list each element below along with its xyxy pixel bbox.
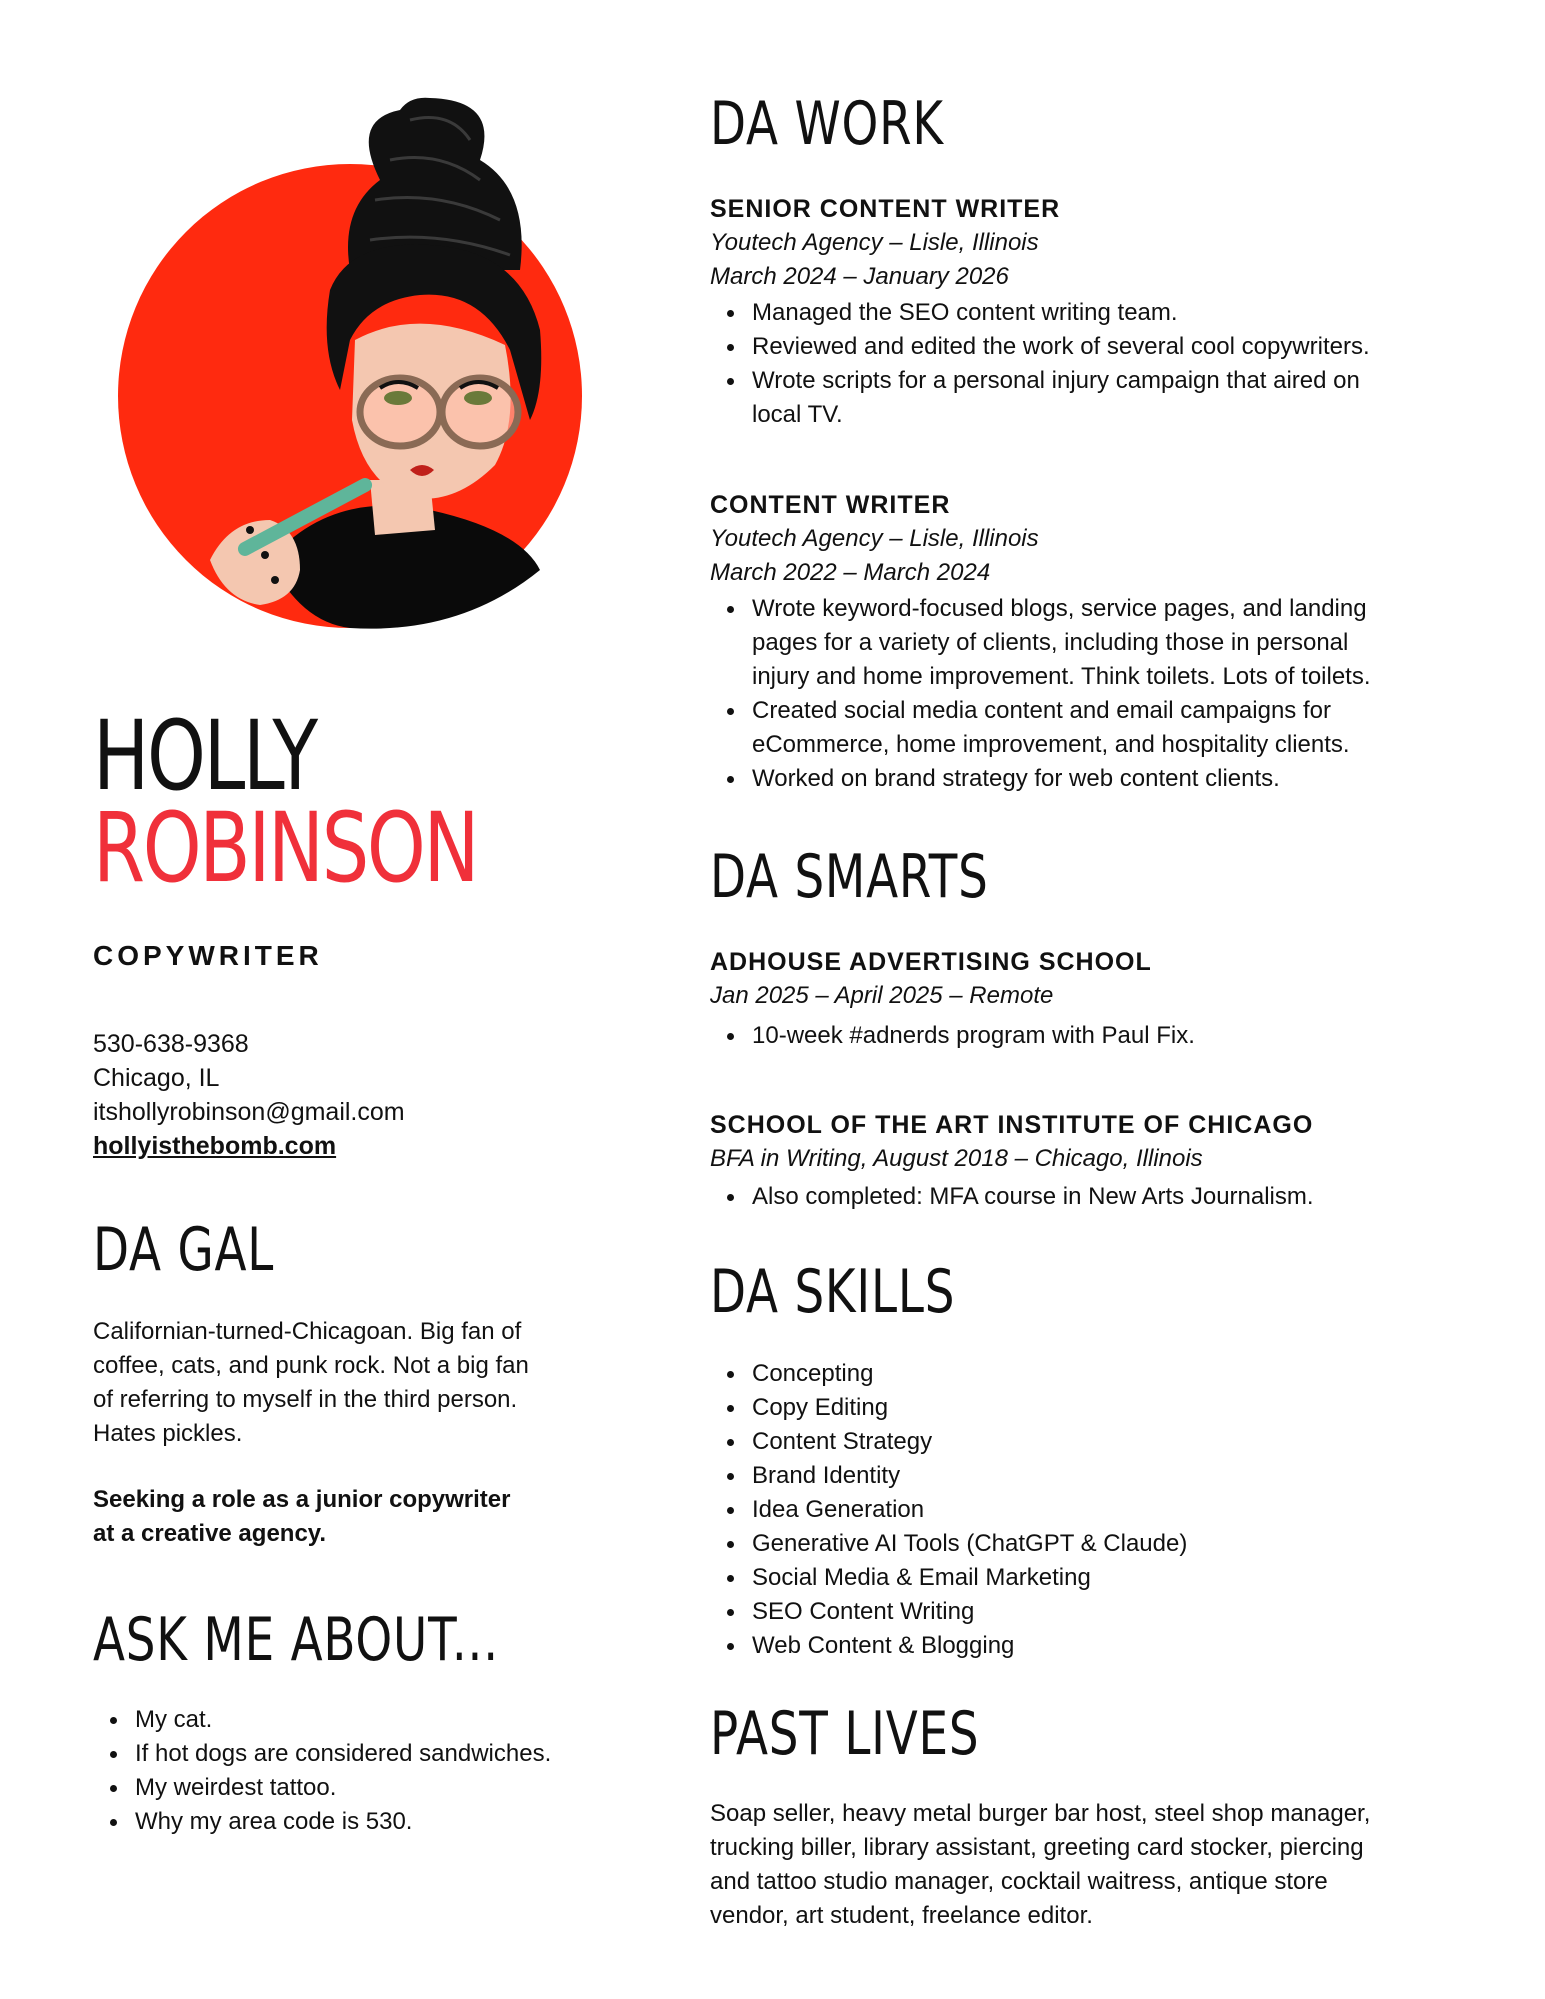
first-name: HOLLY bbox=[93, 700, 316, 812]
work-section bbox=[710, 89, 1410, 159]
bio-text: Californian-turned-Chicagoan. Big fan of coffee, cats, and punk rock. Not a big fan of referring to myself in the third person. Hates pickles. bbox=[93, 1318, 529, 1447]
list-item: Content Strategy bbox=[752, 1425, 1410, 1459]
full-name bbox=[93, 700, 586, 904]
section-heading-gal: DA GAL bbox=[93, 1215, 275, 1285]
last-name: ROBINSON bbox=[93, 792, 478, 904]
website-link[interactable]: hollyisthebomb.com bbox=[93, 1132, 337, 1160]
ask-list bbox=[93, 1703, 551, 1839]
list-item: Web Content & Blogging bbox=[752, 1629, 1410, 1663]
school-name: ADHOUSE ADVERTISING SCHOOL bbox=[710, 948, 1152, 976]
portrait-illustration bbox=[100, 90, 620, 650]
list-item: Copy Editing bbox=[752, 1391, 1410, 1425]
skills-section bbox=[710, 1257, 1410, 1327]
school-name: SCHOOL OF THE ART INSTITUTE OF CHICAGO bbox=[710, 1111, 1314, 1139]
smarts-section bbox=[710, 842, 1410, 912]
school-meta: Jan 2025 – April 2025 – Remote bbox=[710, 982, 1054, 1009]
past-lives-section bbox=[710, 1699, 1410, 1769]
list-item: My cat. bbox=[135, 1703, 551, 1737]
seeking-text: Seeking a role as a junior copywriter at a creative agency. bbox=[93, 1486, 511, 1547]
list-item: Concepting bbox=[752, 1357, 1410, 1391]
section-heading-skills: DA SKILLS bbox=[710, 1257, 956, 1327]
job-company: Youtech Agency – Lisle, Illinois bbox=[710, 525, 1039, 552]
list-item: Managed the SEO content writing team. bbox=[752, 296, 1410, 330]
job-title: CONTENT WRITER bbox=[710, 491, 951, 519]
school-entry bbox=[710, 1108, 1410, 1214]
section-heading-ask: ASK ME ABOUT... bbox=[93, 1605, 499, 1675]
list-item: Wrote keyword-focused blogs, service pages, and landing pages for a variety of clients, including those in personal injury and home improvement. Think toilets. Lots of toilets. bbox=[752, 592, 1410, 694]
location: Chicago, IL bbox=[93, 1064, 220, 1092]
job-role: COPYWRITER bbox=[93, 940, 323, 971]
past-lives-text: Soap seller, heavy metal burger bar host, steel shop manager, trucking biller, library assistant, greeting card stocker, piercing and tattoo studio manager, cocktail waitress, antique store vendor, art student, freelance editor. bbox=[710, 1800, 1371, 1929]
list-item: Idea Generation bbox=[752, 1493, 1410, 1527]
school-meta: BFA in Writing, August 2018 – Chicago, Illinois bbox=[710, 1145, 1203, 1172]
skills-list bbox=[710, 1357, 1410, 1663]
phone: 530-638-9368 bbox=[93, 1030, 249, 1058]
list-item: My weirdest tattoo. bbox=[135, 1771, 551, 1805]
section-heading-past-lives: PAST LIVES bbox=[710, 1699, 980, 1769]
avatar bbox=[100, 90, 620, 650]
list-item: Reviewed and edited the work of several cool copywriters. bbox=[752, 330, 1410, 364]
list-item: Why my area code is 530. bbox=[135, 1805, 551, 1839]
job-entry bbox=[710, 488, 1410, 796]
list-item: Brand Identity bbox=[752, 1459, 1410, 1493]
job-dates: March 2022 – March 2024 bbox=[710, 559, 991, 586]
list-item: If hot dogs are considered sandwiches. bbox=[135, 1737, 551, 1771]
section-heading-work: DA WORK bbox=[710, 89, 944, 159]
job-dates: March 2024 – January 2026 bbox=[710, 263, 1009, 290]
list-item: Also completed: MFA course in New Arts Journalism. bbox=[752, 1180, 1410, 1214]
school-entry bbox=[710, 945, 1410, 1053]
list-item: 10-week #adnerds program with Paul Fix. bbox=[752, 1019, 1410, 1053]
job-title: SENIOR CONTENT WRITER bbox=[710, 195, 1061, 223]
job-entry bbox=[710, 192, 1410, 432]
job-company: Youtech Agency – Lisle, Illinois bbox=[710, 229, 1039, 256]
section-heading-smarts: DA SMARTS bbox=[710, 842, 989, 912]
list-item: SEO Content Writing bbox=[752, 1595, 1410, 1629]
list-item: Social Media & Email Marketing bbox=[752, 1561, 1410, 1595]
list-item: Worked on brand strategy for web content clients. bbox=[752, 762, 1410, 796]
email[interactable]: itshollyrobinson@gmail.com bbox=[93, 1098, 405, 1126]
list-item: Generative AI Tools (ChatGPT & Claude) bbox=[752, 1527, 1410, 1561]
list-item: Created social media content and email campaigns for eCommerce, home improvement, and hospitality clients. bbox=[752, 694, 1410, 762]
contact-info bbox=[93, 1027, 405, 1163]
list-item: Wrote scripts for a personal injury campaign that aired on local TV. bbox=[752, 364, 1410, 432]
